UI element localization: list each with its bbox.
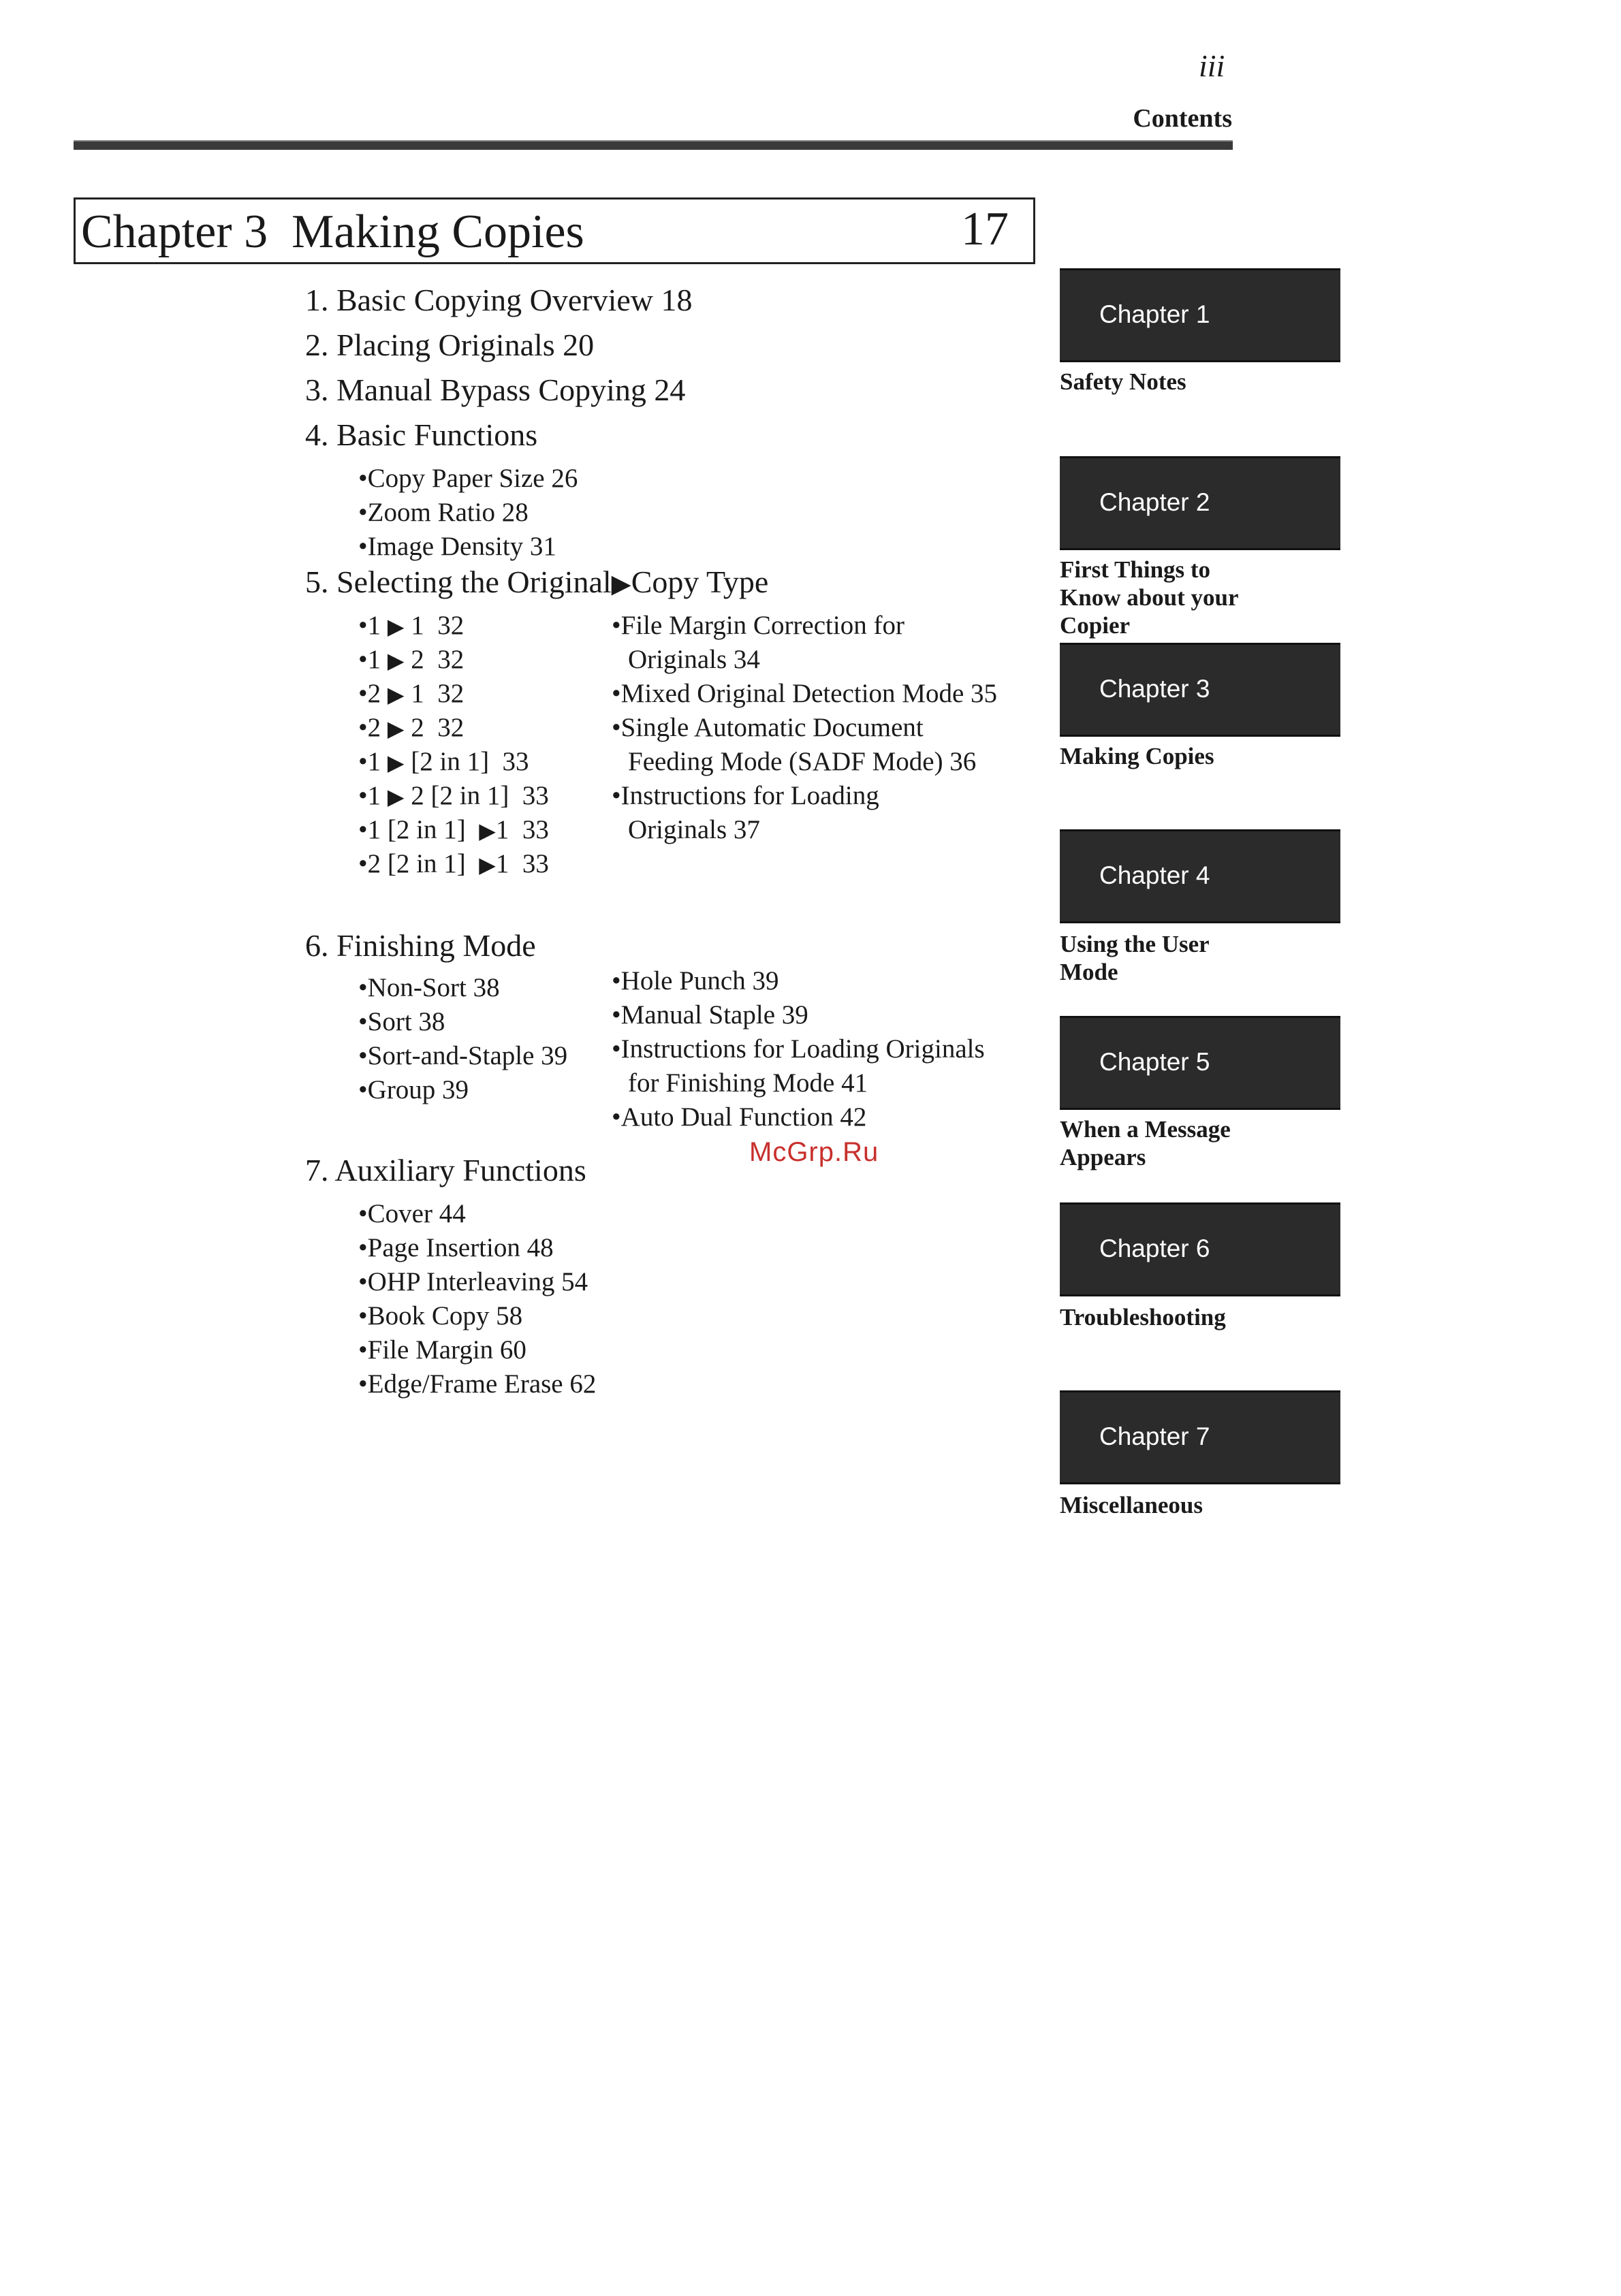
toc-subitem-text: •2 (358, 713, 388, 742)
toc-subitem-text: 2 32 (404, 645, 465, 674)
arrow-right-icon: ▶ (611, 570, 631, 599)
chapter-heading-box (74, 197, 1035, 264)
toc-subitem-text: •2 (358, 679, 388, 708)
toc-subitem-continuation[interactable]: Originals 37 (628, 815, 760, 844)
toc-subitem-text: •1 (358, 747, 388, 776)
sidebar-tab-chapter-1[interactable] (1060, 268, 1340, 362)
page-number: iii (1199, 48, 1225, 83)
toc-item-basic-copying-overview[interactable]: 1. Basic Copying Overview 18 (305, 283, 693, 317)
toc-subitem[interactable]: •Single Automatic Document (612, 713, 924, 742)
toc-subitem[interactable] (358, 644, 464, 675)
toc-item-placing-originals[interactable]: 2. Placing Originals 20 (305, 328, 595, 362)
header-rule (74, 140, 1233, 150)
tab-label: Chapter 1 (1099, 300, 1210, 328)
toc-item-auxiliary-functions[interactable]: 7. Auxiliary Functions (305, 1153, 586, 1187)
chapter-page-number: 17 (961, 203, 1009, 255)
arrow-right-icon: ▶ (387, 717, 405, 741)
tab-label: Chapter 7 (1099, 1422, 1210, 1450)
toc-subitem[interactable]: •Manual Staple 39 (612, 1000, 808, 1030)
toc-subitem[interactable]: •Edge/Frame Erase 62 (358, 1369, 597, 1399)
header-title: Contents (1133, 104, 1232, 133)
toc-subitem[interactable] (358, 848, 549, 879)
sidebar-tab-chapter-5[interactable] (1060, 1016, 1340, 1110)
arrow-right-icon: ▶ (387, 683, 405, 707)
tab-label: Chapter 6 (1099, 1234, 1210, 1262)
toc-subitem[interactable] (358, 712, 464, 743)
arrow-right-icon: ▶ (387, 649, 405, 673)
sidebar-caption-chapter-1: Safety Notes (1060, 368, 1186, 395)
toc-subitem[interactable]: •Instructions for Loading Originals (612, 1034, 985, 1064)
sidebar-caption-chapter-6: Troubleshooting (1060, 1304, 1226, 1330)
toc-subitem[interactable]: •OHP Interleaving 54 (358, 1267, 588, 1296)
toc-subitem-text: 1 32 (404, 679, 465, 708)
toc-subitem[interactable]: •Sort 38 (358, 1007, 445, 1036)
toc-subitem[interactable]: •Auto Dual Function 42 (612, 1102, 867, 1132)
sidebar-tab-chapter-7[interactable] (1060, 1390, 1340, 1484)
tab-label: Chapter 2 (1099, 488, 1210, 516)
toc-subitem-continuation[interactable]: Originals 34 (628, 645, 760, 674)
toc-subitem-continuation[interactable]: Feeding Mode (SADF Mode) 36 (628, 747, 977, 776)
sidebar-caption-chapter-7: Miscellaneous (1060, 1492, 1203, 1518)
toc-subitem[interactable] (358, 610, 464, 641)
toc-subitem[interactable]: •File Margin 60 (358, 1335, 526, 1365)
sidebar-caption-chapter-4: Using the User Mode (1060, 931, 1210, 985)
sidebar-caption-chapter-5: When a Message Appears (1060, 1116, 1231, 1170)
toc-subitem-text: •2 [2 in 1] (358, 849, 479, 878)
toc-subitem-text: •1 (358, 645, 388, 674)
toc-subitem[interactable]: •Zoom Ratio 28 (358, 498, 529, 527)
toc-item-basic-functions[interactable]: 4. Basic Functions (305, 417, 538, 452)
sidebar-caption-chapter-2: First Things to Know about your Copier (1060, 556, 1238, 639)
toc-subitem[interactable]: •Image Density 31 (358, 532, 556, 561)
toc-subitem[interactable]: •Non-Sort 38 (358, 973, 500, 1002)
toc-subitem[interactable]: •Mixed Original Detection Mode 35 (612, 679, 998, 708)
toc-subitem-text: •1 (358, 611, 388, 640)
toc-subitem-text: 1 32 (404, 611, 465, 640)
toc-subitem-text: 2 32 (404, 713, 465, 742)
toc-item-selecting-original-copy-type[interactable] (305, 564, 768, 600)
toc-subitem[interactable]: •Page Insertion 48 (358, 1233, 554, 1262)
arrow-right-icon: ▶ (479, 819, 496, 843)
toc-item-text: Copy Type (631, 564, 769, 599)
watermark: McGrp.Ru (749, 1137, 879, 1167)
sidebar-tab-chapter-4[interactable] (1060, 829, 1340, 923)
toc-subitem[interactable]: •File Margin Correction for (612, 611, 904, 640)
toc-subitem-text: 1 33 (495, 849, 549, 878)
toc-subitem[interactable] (358, 678, 464, 709)
toc-subitem-text: •1 [2 in 1] (358, 815, 479, 844)
toc-subitem-text: 2 [2 in 1] 33 (404, 781, 549, 810)
toc-subitem-continuation[interactable]: for Finishing Mode 41 (628, 1068, 868, 1098)
tab-label: Chapter 5 (1099, 1048, 1210, 1076)
toc-subitem[interactable] (358, 780, 549, 811)
toc-subitem-text: [2 in 1] 33 (404, 747, 529, 776)
toc-subitem-text: 1 33 (495, 815, 549, 844)
toc-subitem[interactable]: •Copy Paper Size 26 (358, 464, 578, 493)
toc-subitem[interactable]: •Sort-and-Staple 39 (358, 1041, 568, 1070)
toc-subitem[interactable]: •Book Copy 58 (358, 1301, 523, 1330)
toc-subitem-text: •1 (358, 781, 388, 810)
sidebar-caption-chapter-3: Making Copies (1060, 743, 1214, 769)
arrow-right-icon: ▶ (387, 751, 405, 775)
toc-item-finishing-mode[interactable]: 6. Finishing Mode (305, 928, 536, 963)
sidebar-tab-chapter-6[interactable] (1060, 1202, 1340, 1296)
toc-item-text: 5. Selecting the Original (305, 564, 612, 599)
sidebar-tab-chapter-2[interactable] (1060, 456, 1340, 550)
toc-subitem[interactable] (358, 746, 529, 777)
tab-label: Chapter 3 (1099, 675, 1210, 703)
toc-subitem[interactable]: •Group 39 (358, 1075, 469, 1104)
tab-label: Chapter 4 (1099, 861, 1210, 889)
sidebar-tab-chapter-3[interactable] (1060, 643, 1340, 737)
chapter-title: Chapter 3 Making Copies (81, 206, 584, 258)
toc-subitem[interactable]: •Cover 44 (358, 1199, 466, 1228)
toc-subitem[interactable]: •Hole Punch 39 (612, 966, 779, 995)
toc-subitem[interactable] (358, 814, 549, 845)
toc-item-manual-bypass-copying[interactable]: 3. Manual Bypass Copying 24 (305, 372, 686, 407)
toc-subitem[interactable]: •Instructions for Loading (612, 781, 879, 810)
arrow-right-icon: ▶ (387, 785, 405, 809)
arrow-right-icon: ▶ (479, 853, 496, 877)
arrow-right-icon: ▶ (387, 615, 405, 639)
